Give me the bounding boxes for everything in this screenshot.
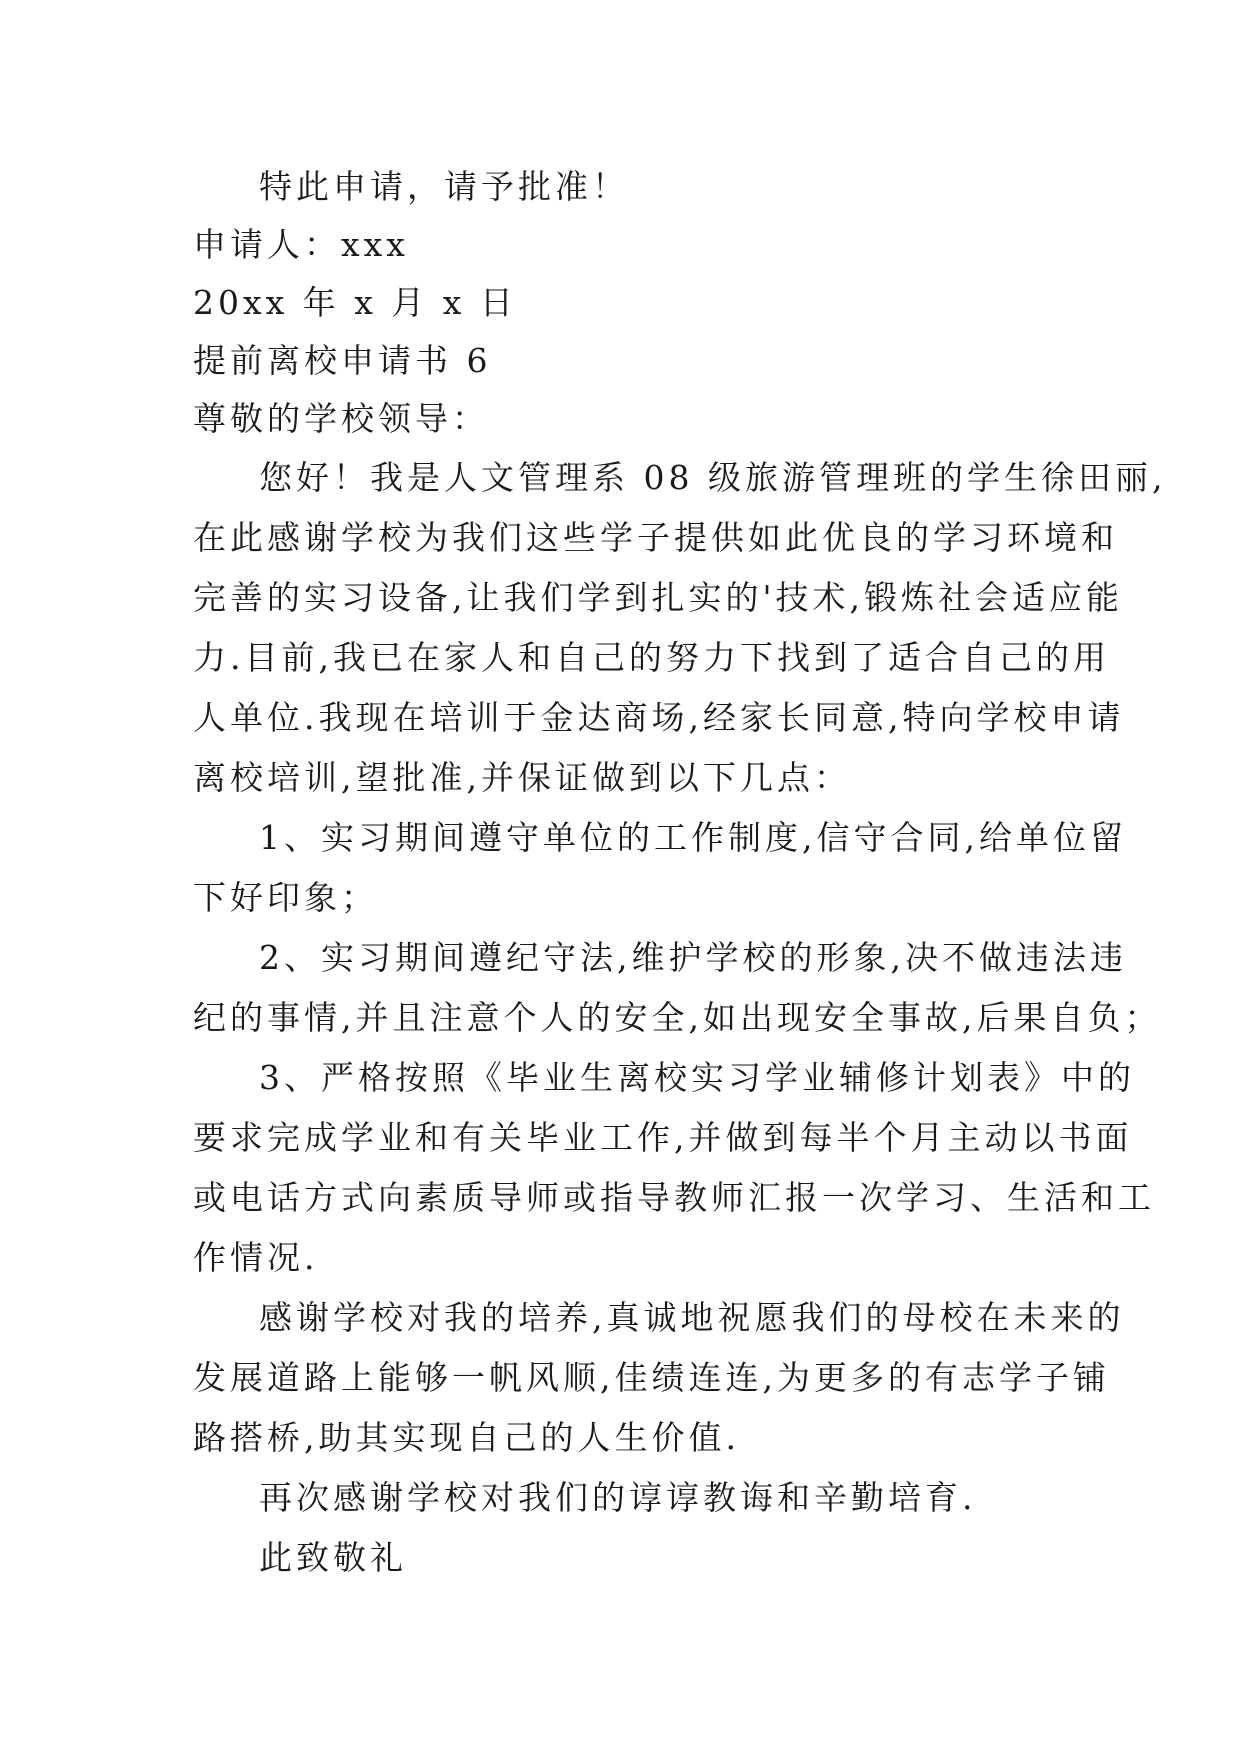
item3-line: 或电话方式向素质导师或指导教师汇报一次学习、生活和工 xyxy=(193,1178,1155,1217)
item1-line: 1、实习期间遵守单位的工作制度,信守合同,给单位留 xyxy=(259,818,1127,857)
paragraph1-line: 您好！我是人文管理系 08 级旅游管理班的学生徐田丽, xyxy=(259,458,1167,497)
applicant-line: 申请人：xxx xyxy=(193,225,409,264)
paragraph1-line: 在此感谢学校为我们这些学子提供如此优良的学习环境和 xyxy=(193,518,1118,557)
thanks-again-line: 再次感谢学校对我们的谆谆教诲和辛勤培育. xyxy=(259,1478,977,1517)
item2-line: 纪的事情,并且注意个人的安全,如出现安全事故,后果自负； xyxy=(193,998,1162,1037)
regards-line: 此致敬礼 xyxy=(259,1538,407,1577)
thanks-paragraph-line: 路搭桥,助其实现自己的人生价值. xyxy=(193,1418,740,1457)
item1-line: 下好印象； xyxy=(193,878,378,917)
thanks-paragraph-line: 感谢学校对我的培养,真诚地祝愿我们的母校在未来的 xyxy=(259,1298,1125,1337)
letter-body xyxy=(193,158,1167,1588)
item3-line: 3、严格按照《毕业生离校实习学业辅修计划表》中的 xyxy=(259,1058,1135,1097)
item3-line: 作情况. xyxy=(193,1238,319,1277)
item3-line: 要求完成学业和有关毕业工作,并做到每半个月主动以书面 xyxy=(193,1118,1133,1157)
document-title: 提前离校申请书 6 xyxy=(193,341,492,380)
item2-line: 2、实习期间遵纪守法,维护学校的形象,决不做违法违 xyxy=(259,938,1127,977)
closing-request: 特此申请，请予批准！ xyxy=(259,167,629,206)
thanks-paragraph-line: 发展道路上能够一帆风顺,佳绩连连,为更多的有志学子铺 xyxy=(193,1358,1110,1397)
paragraph1-line: 人单位.我现在培训于金达商场,经家长同意,特向学校申请 xyxy=(193,698,1125,737)
paragraph1-line: 力.目前,我已在家人和自己的努力下找到了适合自己的用 xyxy=(193,638,1110,677)
paragraph1-line: 离校培训,望批准,并保证做到以下几点： xyxy=(193,758,851,797)
date-line: 20xx 年 x 月 x 日 xyxy=(193,283,517,322)
paragraph1-line: 完善的实习设备,让我们学到扎实的'技术,锻炼社会适应能 xyxy=(193,578,1124,617)
salutation: 尊敬的学校领导： xyxy=(193,399,489,438)
